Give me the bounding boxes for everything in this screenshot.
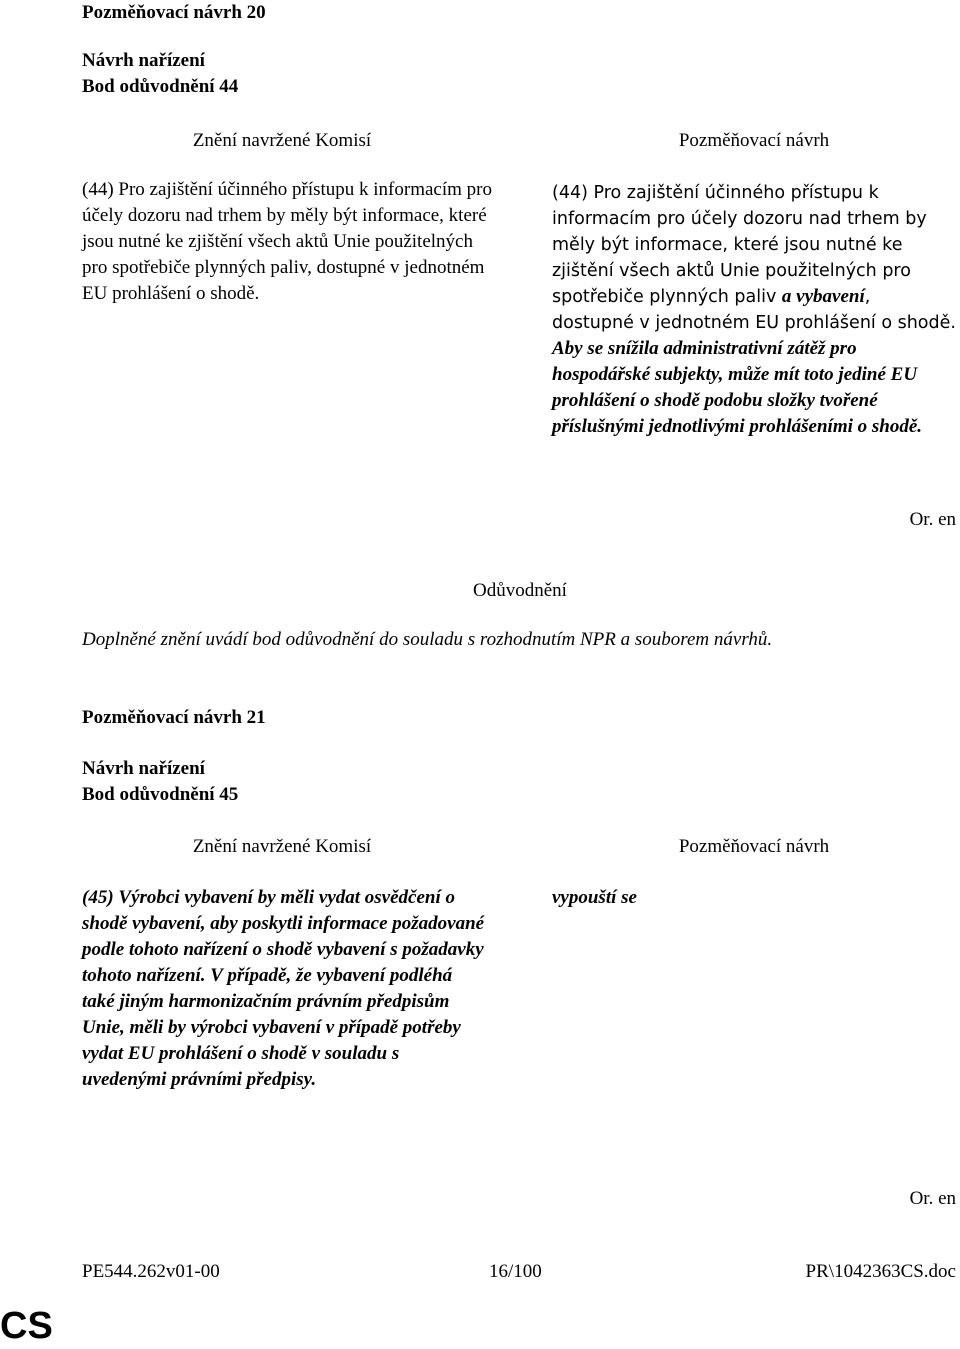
amendment-21-heading: Pozměňovací návrh 21 bbox=[82, 707, 266, 728]
amendment-20-left-column-header: Znění navržené Komisí bbox=[192, 130, 372, 151]
amendment-20-added-text-1: a vybavení bbox=[781, 286, 865, 307]
amendment-20-amended-text-part-1: (44) Pro zajištění účinného přístupu k informacím pro účely dozoru nad trhem by měly být informace, které jsou nutné ke zjištění všech aktů Unie použitelných pro spotřebiče plynných paliv bbox=[552, 183, 927, 307]
amendment-20-amended-text bbox=[552, 180, 956, 440]
amendment-20-added-text-2: Aby se snížila administrativní zátěž pro hospodářské subjekty, může mít toto jediné EU prohlášení o shodě podobu složky tvořené příslušnými jednotlivými prohlášeními o shodě. bbox=[552, 338, 923, 437]
footer-page-number: 16/100 bbox=[489, 1261, 542, 1282]
amendment-20-proposal: Návrh nařízení bbox=[82, 50, 205, 71]
footer-document-id: PE544.262v01-00 bbox=[82, 1261, 220, 1282]
amendment-21-right-column-header: Pozměňovací návrh bbox=[678, 836, 830, 857]
amendment-21-proposal: Návrh nařízení bbox=[82, 758, 205, 779]
amendment-20-right-column-header: Pozměňovací návrh bbox=[678, 130, 830, 151]
amendment-20-justification-header: Odůvodnění bbox=[473, 580, 567, 601]
footer-file-name: PR\1042363CS.doc bbox=[805, 1261, 956, 1282]
amendment-21-deleted-marker: vypouští se bbox=[552, 887, 637, 908]
amendment-20-justification-text: Doplněné znění uvádí bod odůvodnění do souladu s rozhodnutím NPR a souborem návrhů. bbox=[82, 629, 773, 650]
language-mark: CS bbox=[0, 1305, 53, 1347]
amendment-20-amended-text-part-2: , dostupné v jednotném EU prohlášení o shodě. bbox=[552, 287, 956, 333]
amendment-20-original-language: Or. en bbox=[909, 509, 956, 530]
amendment-21-left-column-header: Znění navržené Komisí bbox=[192, 836, 372, 857]
amendment-20-commission-text: (44) Pro zajištění účinného přístupu k informacím pro účely dozoru nad trhem by měly být informace, které jsou nutné ke zjištění všech aktů Unie použitelných pro spotřebiče plynných paliv, dostupné v jednotném EU prohlášení o shodě. bbox=[82, 179, 492, 304]
amendment-21-commission-text: (45) Výrobci vybavení by měli vydat osvědčení o shodě vybavení, aby poskytli informace požadované podle tohoto nařízení o shodě vybavení s požadavky tohoto nařízení. V případě, že vybavení podléhá také jiným harmonizačním právním předpisům Unie, měli by výrobci vybavení v případě potřeby vydat EU prohlášení o shodě v souladu s uvedenými právními předpisy. bbox=[82, 887, 485, 1090]
amendment-20-heading: Pozměňovací návrh 20 bbox=[82, 2, 266, 23]
amendment-20-recital: Bod odůvodnění 44 bbox=[82, 76, 239, 97]
amendment-21-recital: Bod odůvodnění 45 bbox=[82, 784, 239, 805]
amendment-21-original-language: Or. en bbox=[909, 1188, 956, 1209]
